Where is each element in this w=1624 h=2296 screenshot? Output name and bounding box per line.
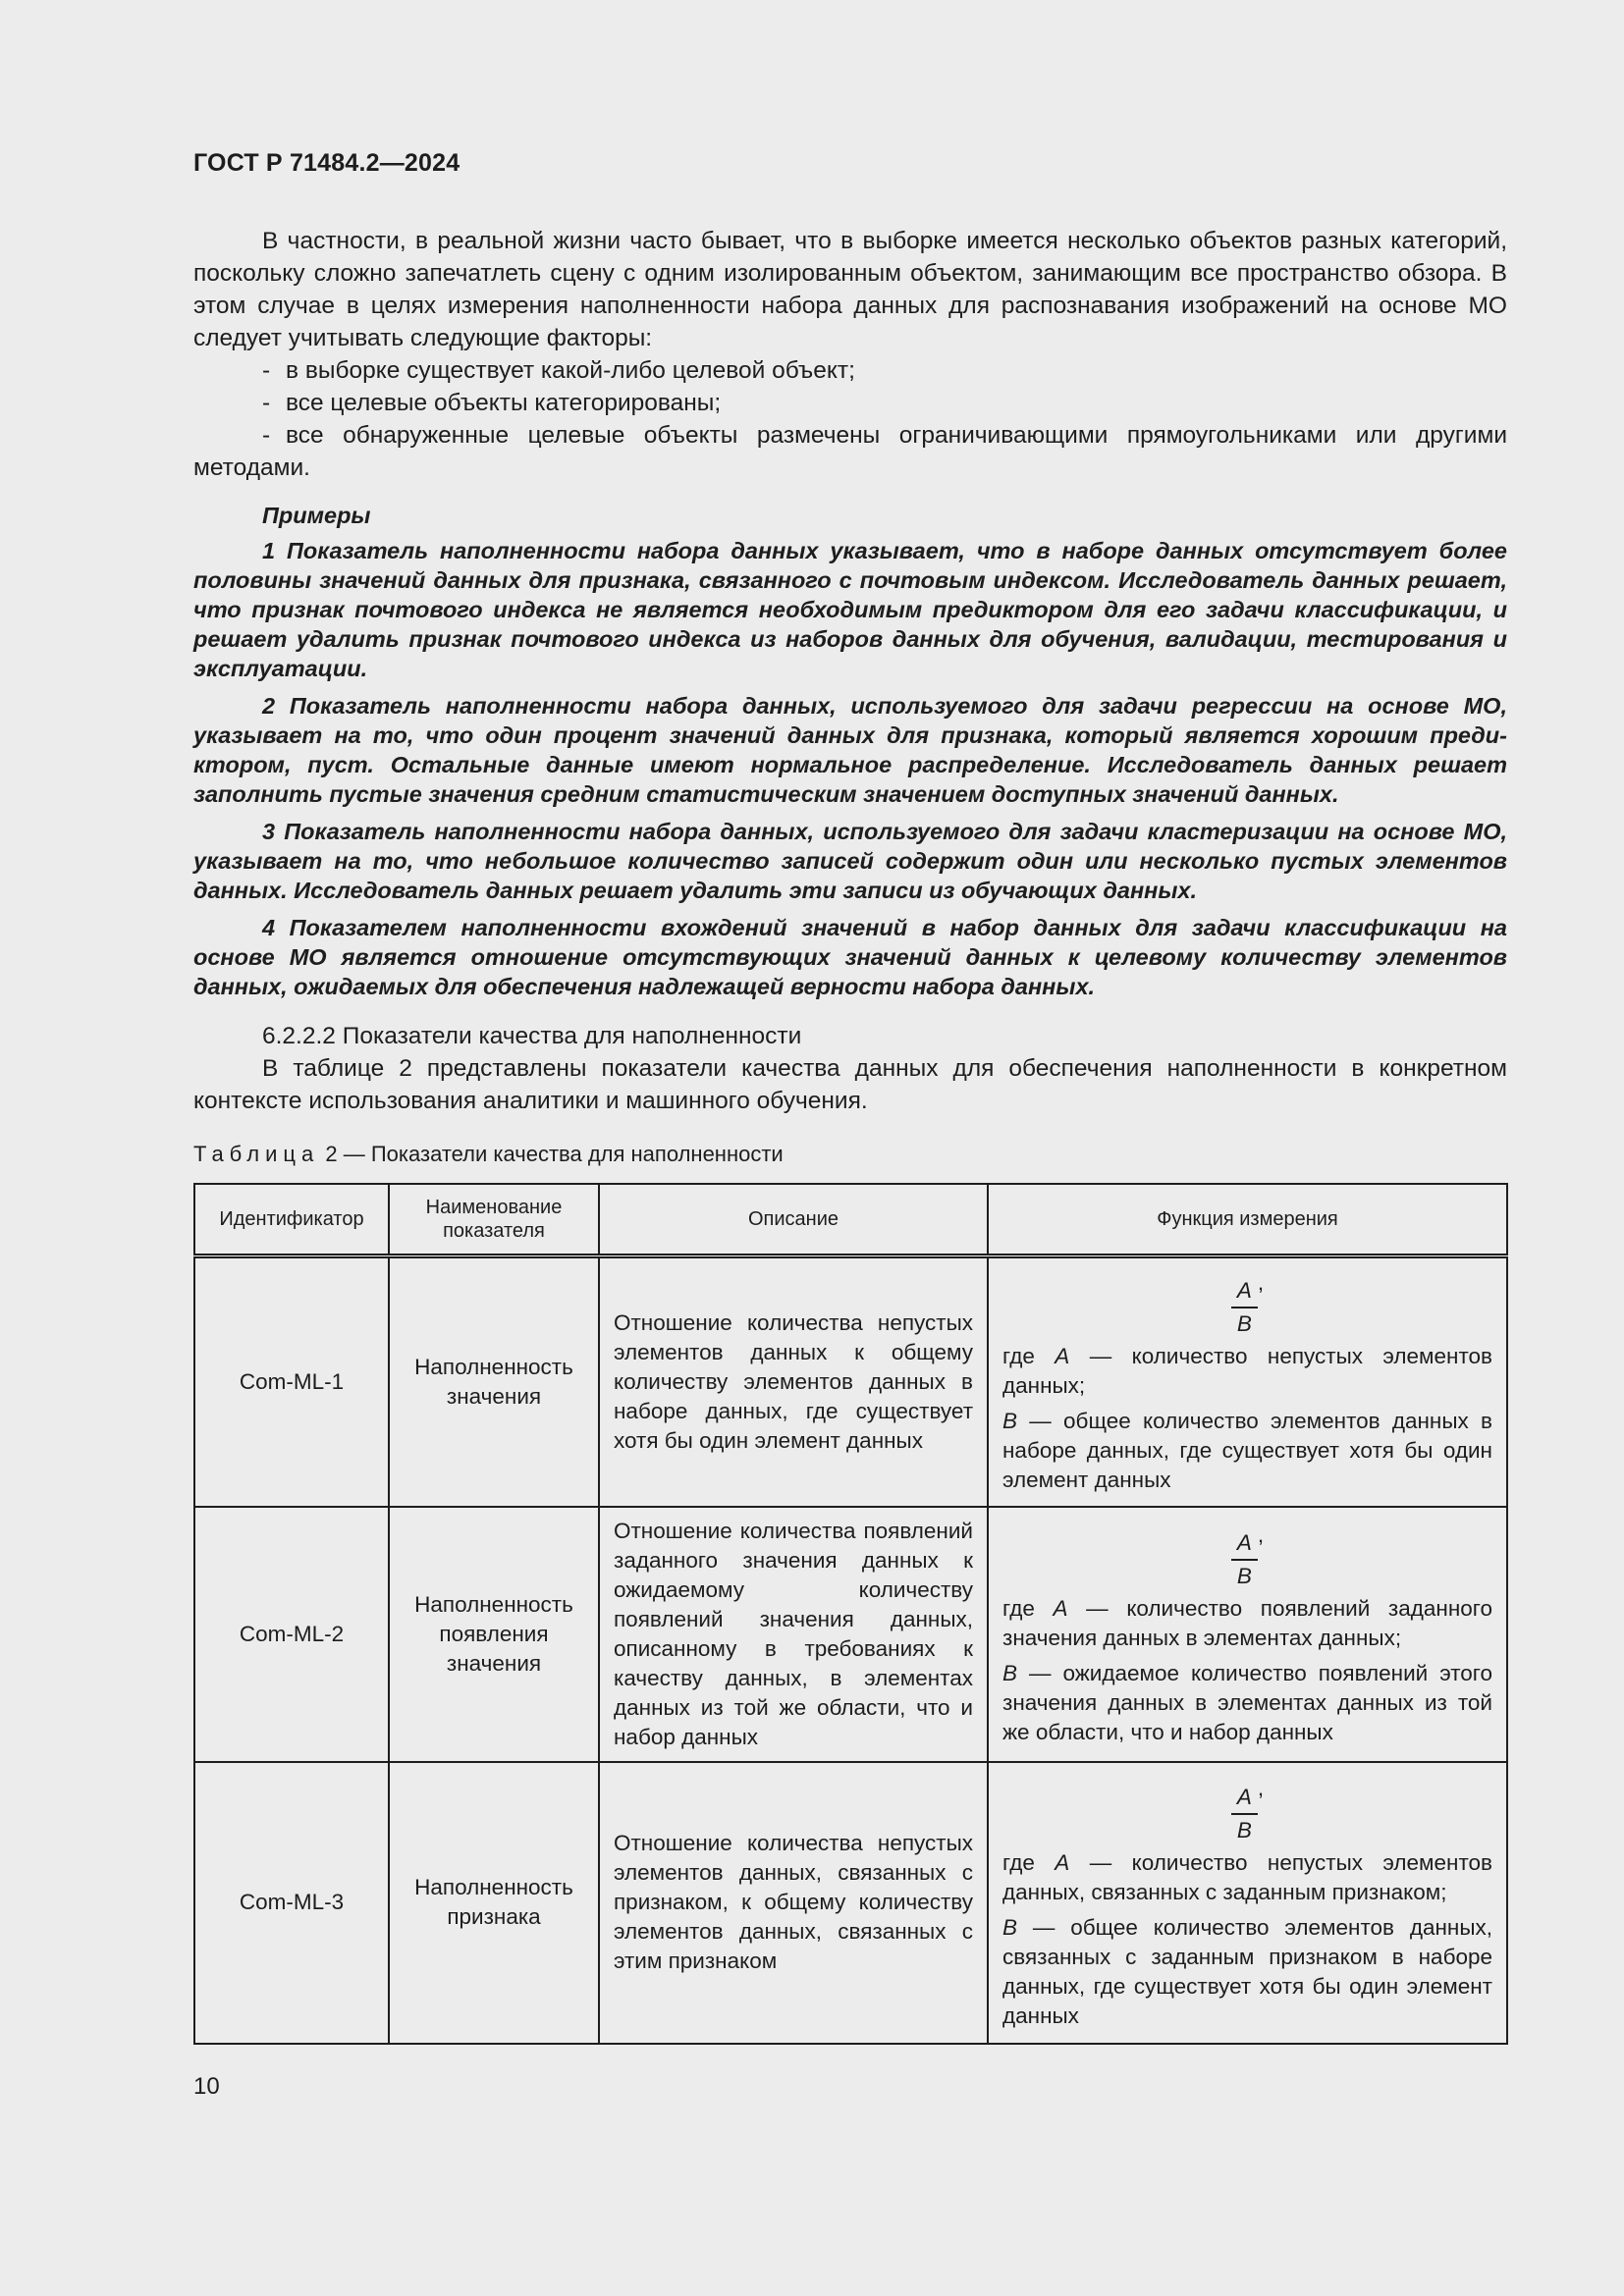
intro-block (193, 225, 1507, 484)
var-a-definition (1002, 1848, 1492, 1907)
var-b-definition (1002, 1913, 1492, 2031)
fraction (1231, 1275, 1258, 1340)
denominator: B (1236, 1564, 1252, 1589)
var-a-text: — количество появлений заданного значения данных в элементах данных; (1002, 1596, 1492, 1651)
section-paragraph: В таблице 2 представлены показатели качества данных для обеспечения наполненности в конкретном контексте использования аналитики и машинного обучения. (193, 1055, 1507, 1114)
row-id: Com-ML-2 (194, 1507, 389, 1762)
table-caption-text: 2 — Показатели качества для наполненности (325, 1142, 784, 1166)
var-b-text: — ожидаемое количество появлений этого значения данных в элементах данных из той же области, что и набор данных (1002, 1661, 1492, 1745)
table-caption (193, 1142, 784, 1167)
var-a-definition (1002, 1342, 1492, 1401)
metrics-table (193, 1183, 1508, 2045)
var-b-text: — общее количество элементов данных в наборе данных, где существует хотя бы один элемент данных (1002, 1409, 1492, 1493)
row-name: Наполненность появления значения (389, 1507, 599, 1762)
table-row (194, 1256, 1507, 1507)
header-function: Функция измерения (988, 1184, 1507, 1256)
examples-block (193, 501, 1507, 1009)
formula: $\frac{A}{B}$ , (1002, 1521, 1492, 1592)
dash: - (262, 357, 271, 384)
where-word: где (1002, 1344, 1035, 1369)
where-word: где (1002, 1849, 1035, 1875)
table-caption-word: Таблица (193, 1142, 320, 1166)
example-item: 4 Показателем наполненности вхождений значений в набор данных для задачи классификации на основе МО является отношение отсутствующих значений данных к целевому количеству элементов данных, ожидаемых для обеспечения надлежащей верности набора данных. (193, 915, 1507, 999)
formula: $\frac{A}{B}$ , (1002, 1774, 1492, 1845)
row-id: Com-ML-1 (194, 1256, 389, 1507)
var-a-definition (1002, 1594, 1492, 1653)
dash: - (262, 390, 271, 416)
var-b-text: — общее количество элементов данных, связанных с заданным признаком в наборе данных, где существует хотя бы один элемент данных (1002, 1914, 1492, 2028)
row-description: Отношение количества непустых элементов данных, связанных с признаком, к общему количеству элементов данных, связанных с этим признаком (599, 1762, 988, 2044)
table-row (194, 1507, 1507, 1762)
numerator: A (1231, 1527, 1258, 1561)
list-item-text: в выборке существует какой-либо целевой объект; (286, 357, 855, 384)
intro-paragraph: В частности, в реальной жизни часто бывает, что в выборке имеется несколько объектов разных категорий, поскольку сложно запечатлеть сцену с одним изолированным объектом, занимающим все пространство обзора. В этом случае в целях измерения наполненности набора данных для распознавания изображений на основе МО следует учитывать следующие факторы: (193, 228, 1507, 351)
section-block (193, 1020, 1507, 1117)
denominator: B (1236, 1311, 1252, 1337)
example-item: 2 Показатель наполненности набора данных, используемого для задачи регрессии на основе МО, указывает на то, что один процент значений данных для признака, который является хорошим предиктором, пуст. Остальные данные имеют нормальное распределение. Исследователь данных решает заполнить пустые значения средним статистическим значением доступных значений данных. (193, 693, 1507, 807)
list-item-text: все целевые объекты категорированы; (286, 390, 722, 416)
row-description: Отношение количества непустых элементов данных к общему количеству элементов данных в наборе данных, где существует хотя бы один элемент данных (599, 1256, 988, 1507)
var-a: A (1055, 1344, 1070, 1369)
list-item (193, 354, 1507, 387)
list-item (193, 419, 1507, 484)
row-name: Наполненность значения (389, 1256, 599, 1507)
row-function (988, 1256, 1507, 1507)
row-description: Отношение количества появлений заданного значения данных к ожидаемому количеству появлений значения данных, описанному в требованиях к качеству данных, в элементах данных из той же области, что и набор данных (599, 1507, 988, 1762)
dash: - (262, 422, 271, 449)
formula: $\frac{A}{B}$ , (1002, 1268, 1492, 1340)
var-b: B (1002, 1661, 1018, 1686)
document-header: ГОСТ Р 71484.2—2024 (193, 149, 460, 177)
row-id: Com-ML-3 (194, 1762, 389, 2044)
var-a-text: — количество непустых элементов данных; (1002, 1344, 1492, 1399)
row-name: Наполненность признака (389, 1762, 599, 2044)
header-description: Описание (599, 1184, 988, 1256)
numerator: A (1231, 1275, 1258, 1308)
section-heading: 6.2.2.2 Показатели качества для наполненности (262, 1023, 802, 1049)
header-id: Идентификатор (194, 1184, 389, 1256)
fraction (1231, 1782, 1258, 1846)
denominator: B (1236, 1817, 1252, 1842)
table-header-row (194, 1184, 1507, 1256)
row-function (988, 1762, 1507, 2044)
example-item: 1 Показатель наполненности набора данных указывает, что в наборе данных отсутствует более половины значений данных для признака, связанного с почтовым индексом. Исследователь данных решает, что признак почтового индекса не является необходимым предиктором для его задачи классификации, и решает удалить признак почтового индекса из наборов данных для обучения, валидации, тестирования и эксплуатации. (193, 538, 1507, 681)
page-number: 10 (193, 2073, 220, 2100)
table-row (194, 1762, 1507, 2044)
fraction (1231, 1527, 1258, 1592)
list-item-text: все обнаруженные целевые объекты размечены ограничивающими прямоугольниками или другими методами. (193, 422, 1507, 481)
row-function (988, 1507, 1507, 1762)
var-b: B (1002, 1914, 1018, 1940)
var-b: B (1002, 1409, 1018, 1434)
examples-heading: Примеры (262, 503, 371, 528)
var-b-definition (1002, 1407, 1492, 1495)
var-a: A (1053, 1596, 1068, 1622)
list-item (193, 387, 1507, 419)
var-a: A (1055, 1849, 1070, 1875)
var-a-text: — количество непустых элементов данных, связанных с заданным признаком; (1002, 1849, 1492, 1904)
where-word: где (1002, 1596, 1035, 1622)
example-item: 3 Показатель наполненности набора данных, используемого для задачи кластеризации на основе МО, указывает на то, что небольшое количество записей содержит один или несколько пустых элементов данных. Исследователь данных решает удалить эти записи из обучающих данных. (193, 819, 1507, 903)
var-b-definition (1002, 1659, 1492, 1747)
header-name: Наименование показателя (389, 1184, 599, 1256)
numerator: A (1231, 1782, 1258, 1815)
